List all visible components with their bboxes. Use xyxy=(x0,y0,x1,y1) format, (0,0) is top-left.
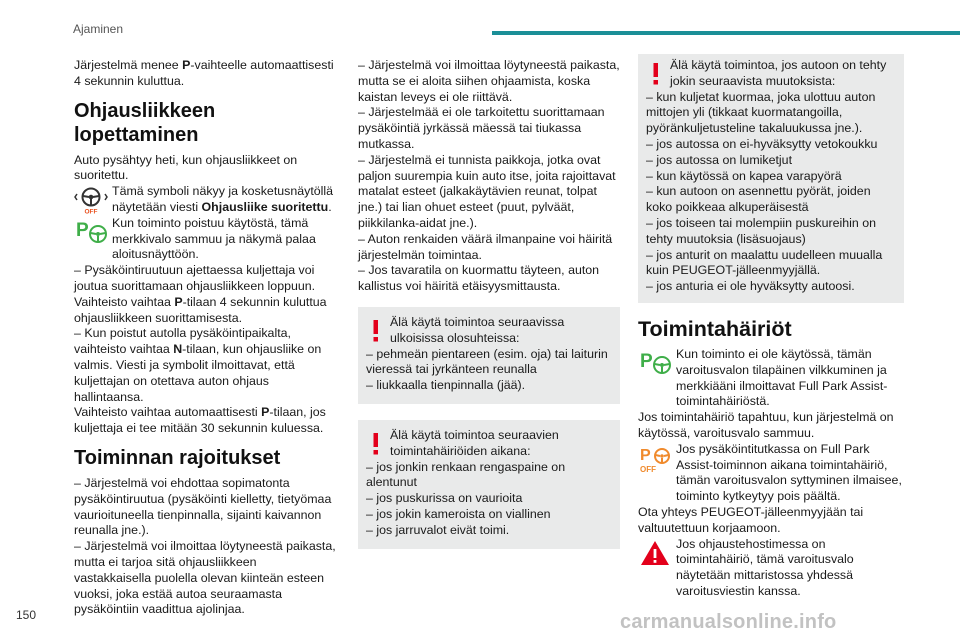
paragraph: Jos toimintahäiriö tapahtuu, kun järjestelmä on käytössä, varoitusvalo sammuu. xyxy=(638,410,894,440)
park-assist-off-icon xyxy=(638,443,672,473)
svg-text:P: P xyxy=(640,446,651,464)
heading-ohjausliike: Ohjausliikkeen lopettaminen xyxy=(74,99,216,146)
heading-rajoitukset: Toiminnan rajoitukset xyxy=(74,446,281,469)
intro-paragraph: Järjestelmä menee P-vaihteelle automaattisesti 4 sekunnin kuluttua. xyxy=(74,58,334,88)
page-number: 150 xyxy=(16,608,37,622)
warning-lead: Älä käytä toimintoa seuraavissa ulkoisissa olosuhteissa: xyxy=(390,314,565,345)
symbol-text: Kun toiminto poistuu käytöstä, tämä merkkivalo sammuu ja näkymä palaa aloitusnäyttöön. xyxy=(112,215,316,262)
svg-text:P: P xyxy=(640,350,653,372)
warning-exclamation-icon xyxy=(646,60,666,86)
symbol-row-steering-off xyxy=(74,184,336,216)
warning-box-malfunctions xyxy=(358,420,620,549)
list-item: – jos autossa on lumiketjut xyxy=(646,152,793,167)
svg-text:P: P xyxy=(76,219,89,241)
warning-lead: Älä käytä toimintoa, jos autoon on tehty jokin seuraavista muutoksista: xyxy=(670,58,887,88)
list-item: – Järjestelmä voi ilmoittaa löytyneestä paikasta, mutta ei tarjoa sitä ohjausliikkeen vastakkaisella puolella olevan kiinteän esteen vuoksi, joka estää autoa seuraamasta pysäköintiin vaadittua ajolinjaa. xyxy=(74,539,336,617)
warning-box-modifications xyxy=(638,54,904,303)
heading-toimintahairiot: Toimintahäiriöt xyxy=(638,316,792,341)
list-item: – liukkaalla tienpinnalla (jää). xyxy=(366,378,526,393)
paragraph: Auto pysähtyy heti, kun ohjausliikkeet on suoritettu. xyxy=(74,152,298,183)
list-item: – jos jarruvalot eivät toimi. xyxy=(366,522,510,537)
section-title: Ajaminen xyxy=(73,22,124,36)
column-2 xyxy=(358,58,620,549)
steering-wheel-off-icon xyxy=(74,185,108,215)
symbol-text: Jos pysäköintitutkassa on Full Park Assist-toiminnon aikana toimintahäiriö, tämän varoitusvalon syttyminen ilmaisee, toiminto kytkeytyy pois päältä. xyxy=(676,441,902,504)
paragraph: – Kun poistut autolla pysäköintipaikalta, vaihteisto vaihtaa N-tilaan, kun ohjausliike on valmis. Viesti ja symbolit ilmoittavat, että kuljettajan on otettava auton ohjaus hallintaansa. xyxy=(74,326,322,404)
paragraph: Vaihteisto vaihtaa automaattisesti P-tilaan, jos kuljettaja ei tee mitään 30 sekunnin kuluessa. xyxy=(74,405,326,436)
column-3 xyxy=(638,58,904,600)
symbol-text: Kun toiminto ei ole käytössä, tämän varoitusvalon tilapäinen vilkkuminen ja merkkiääni ilmoittavat Full Park Assist-toimintahäiriöstä. xyxy=(676,346,888,409)
list-item: – Järjestelmä ei tunnista paikkoja, jotka ovat paljon suurempia kuin auto itse, joita rajoittavat matalat esteet (jalkakäytävien reunat, tolpat jne.) tai lian ohuet esteet (puut, pylväät, piikkilanka-aidat jne.). xyxy=(358,152,616,230)
warning-lead: Älä käytä toimintoa seuraavien toimintahäiriöiden aikana: xyxy=(390,427,559,458)
list-item: – Järjestelmä voi ilmoittaa löytyneestä paikasta, mutta se ei aloita siihen ohjaamista, koska kaistan leveys ei ole riittävä. xyxy=(358,58,620,104)
list-item: – kun autoon on asennettu pyörät, joiden koko poikkeaa alkuperäisestä xyxy=(646,184,871,215)
list-item: – Järjestelmä voi ehdottaa sopimatonta pysäköintiruutua (pysäköinti kielletty, tietyömaa vaurioituneella tienpinnalla, sijainti kaivannon reunalla jne.). xyxy=(74,475,332,538)
symbol-text: Jos ohjaustehostimessa on toimintahäiriö, tämä varoitusvalo näytetään mittaristossa yhdessä varoitusviestin kanssa. xyxy=(676,536,854,598)
list-item: – jos anturia ei ole hyväksytty autoosi. xyxy=(646,279,855,294)
symbol-row-park-assist-off xyxy=(638,442,904,505)
watermark: carmanualsonline.info xyxy=(620,611,837,633)
warning-exclamation-icon xyxy=(366,317,386,343)
svg-text:OFF: OFF xyxy=(84,208,98,216)
paragraph: Vaihteisto vaihtaa P-tilaan 4 sekunnin kuluttua ohjausliikkeen suorittamisesta. xyxy=(74,294,327,325)
list-item: – kun käytössä on kapea varapyörä xyxy=(646,168,842,183)
header-accent-bar xyxy=(492,31,960,35)
symbol-text: Tämä symboli näkyy ja kosketusnäytöllä näytetään viesti Ohjausliike suoritettu. xyxy=(112,184,334,214)
paragraph: Ota yhteys PEUGEOT-jälleenmyyjään tai valtuutettuun korjaamoon. xyxy=(638,504,864,535)
list-item: – jos jonkin renkaan rengaspaine on alentunut xyxy=(366,459,566,490)
list-item: – jos anturit on maalattu uudelleen muualla kuin PEUGEOT-jälleenmyyjällä. xyxy=(646,247,883,278)
svg-text:OFF: OFF xyxy=(640,464,656,473)
symbol-row-steering-warning xyxy=(638,537,904,600)
column-1 xyxy=(74,58,336,618)
list-item: – Järjestelmää ei ole tarkoitettu suorittamaan pysäköintiä jyrkässä mäessä tai tiukassa mutkassa. xyxy=(358,105,605,151)
symbol-row-park-assist xyxy=(74,216,336,263)
park-assist-icon xyxy=(74,217,108,247)
list-item: – kun kuljetat kuormaa, joka ulottuu auton mittojen yli (tikkaat kuormatangoilla, pyöränkuljetusteline takaluukussa jne.). xyxy=(646,89,876,136)
park-assist-icon xyxy=(638,348,672,378)
list-item: – Auton renkaiden väärä ilmanpaine voi häiritä järjestelmän toimintaa. xyxy=(358,231,613,262)
paragraph: – Pysäköintiruutuun ajettaessa kuljettaja voi joutua suorittamaan ohjausliikkeen loppuun. xyxy=(74,263,316,293)
warning-exclamation-icon xyxy=(366,430,386,456)
list-item: – Jos tavaratila on kuormattu täyteen, auton kallistus voi häiritä etäisyysmittausta. xyxy=(358,263,600,294)
steering-warning-icon xyxy=(638,538,672,568)
warning-box-conditions xyxy=(358,307,620,404)
list-item: – jos jokin kameroista on viallinen xyxy=(366,506,551,521)
list-item: – jos autossa on ei-hyväksytty vetokoukku xyxy=(646,136,878,151)
symbol-row-park-assist xyxy=(638,347,904,410)
list-item: – pehmeän pientareen (esim. oja) tai laiturin vieressä tai jyrkänteen reunalla xyxy=(366,346,608,377)
list-item: – jos puskurissa on vaurioita xyxy=(366,491,523,506)
list-item: – jos toiseen tai molempiin puskureihin on tehty muutoksia (lisäsuojaus) xyxy=(646,215,877,246)
